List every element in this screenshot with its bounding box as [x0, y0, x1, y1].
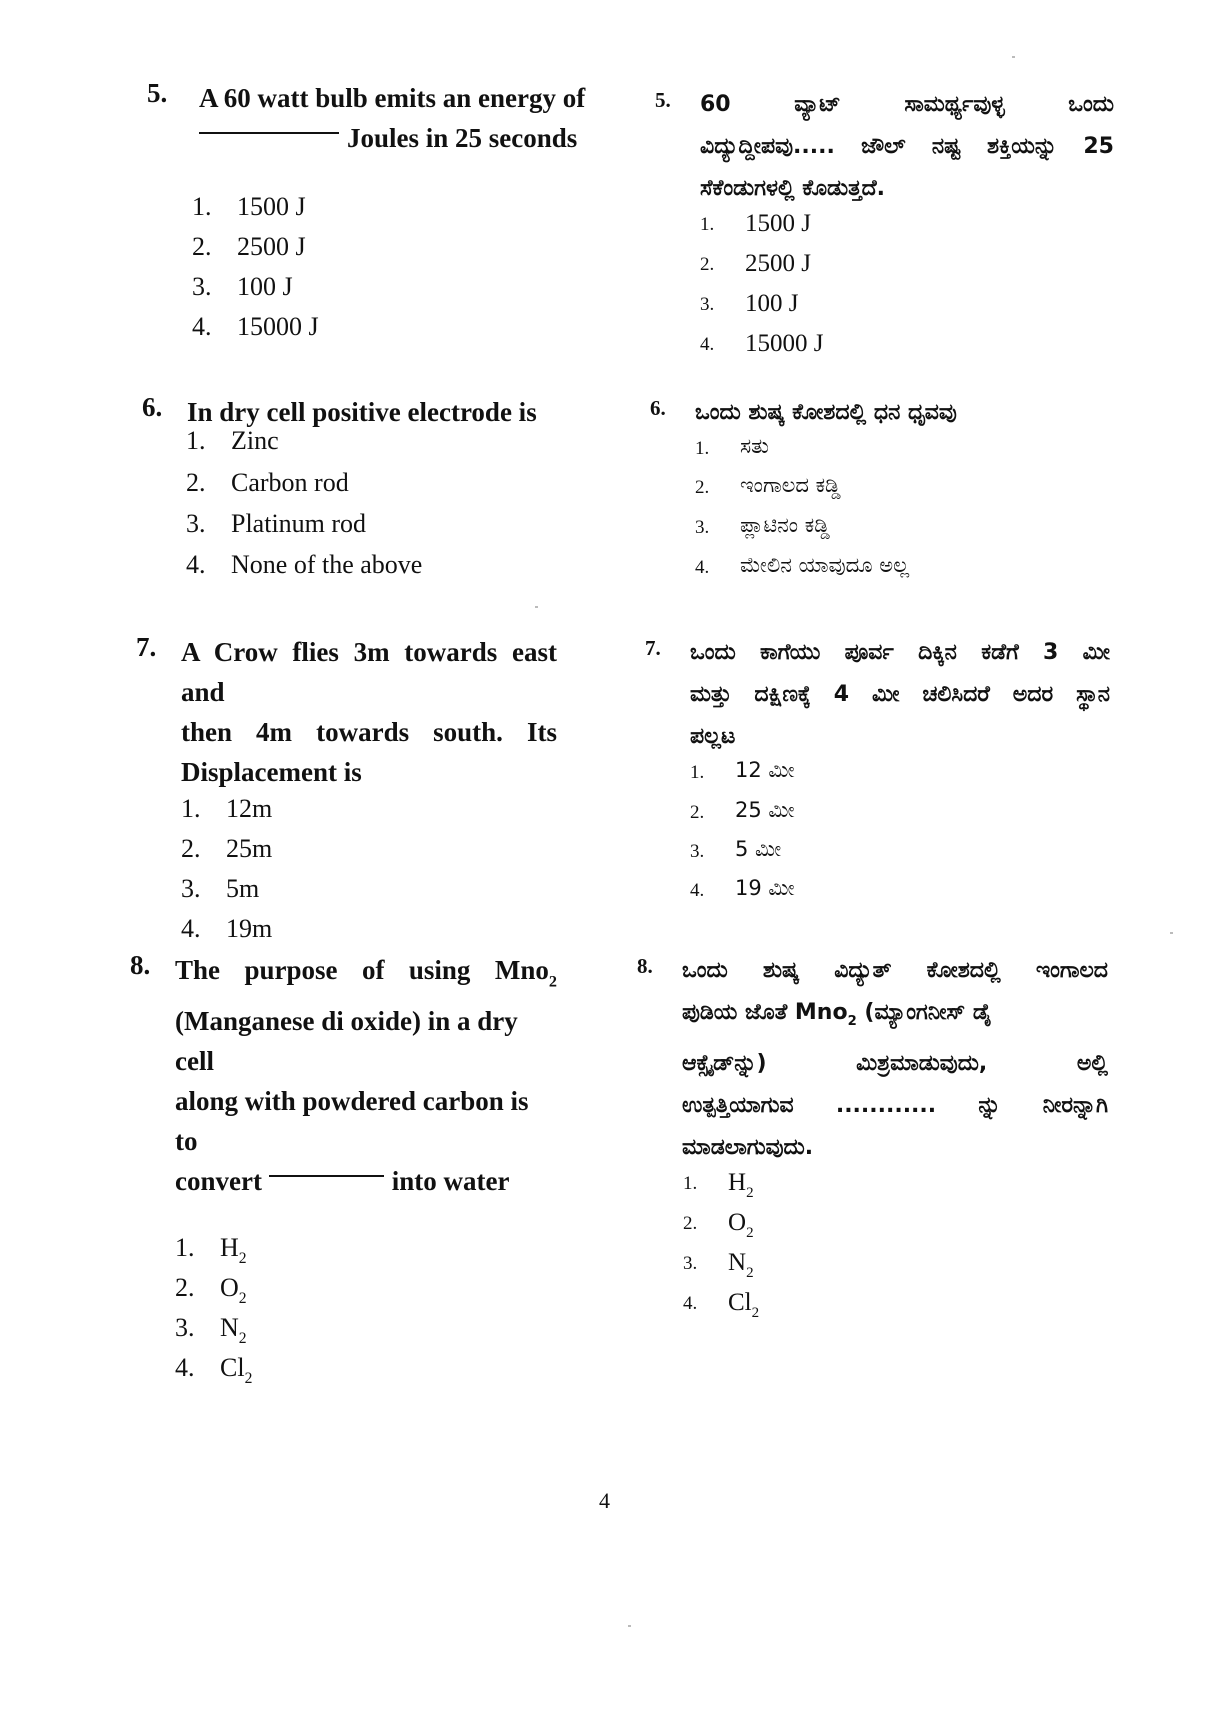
- option-3: 3. $N_2$: [683, 1248, 754, 1281]
- option-2: 2. $O_2$: [683, 1208, 754, 1241]
- option-3: 3. ಪ್ಲಾಟಿನಂ ಕಡ್ಡಿ: [695, 513, 830, 538]
- option-4: 4. 19m: [181, 914, 273, 943]
- question-number: 5.: [147, 78, 168, 108]
- question-text-line: ವಿದ್ಯುದ್ದೀಪವು..... ಜೌಲ್ ನಷ್ಟ ಶಕ್ತಿಯನ್ನು 25: [700, 134, 1114, 159]
- answer-blank: [269, 1175, 384, 1177]
- question-number: 7.: [136, 632, 157, 662]
- option-2: 2. 2500 J: [192, 232, 306, 261]
- question-text-line: ಮತ್ತು ದಕ್ಷಿಣಕ್ಕೆ 4 ಮೀ ಚಲಿಸಿದರೆ ಅದರ ಸ್ಥಾನ: [690, 682, 1110, 707]
- option-1: 1. ಸತು: [695, 434, 769, 459]
- option-1: 1. Zinc: [186, 426, 279, 455]
- option-2: 2. ಇಂಗಾಲದ ಕಡ್ಡಿ: [695, 473, 841, 498]
- option-1: 1. 1500 J: [192, 192, 306, 221]
- question-text: In dry cell positive electrode is: [187, 397, 537, 427]
- option-2: 2. 25m: [181, 834, 273, 863]
- option-3: 3. 100 J: [700, 290, 799, 317]
- english-column: [120, 0, 640, 1500]
- question-8-en: [120, 950, 640, 1388]
- question-text-line: convert into water: [175, 1166, 510, 1197]
- question-6-kn: [645, 392, 1125, 578]
- option-1: 1. $H_2$: [175, 1233, 247, 1268]
- option-3: 3. $N_2$: [175, 1313, 247, 1348]
- question-text-line: then 4m towards south. Its: [181, 717, 557, 747]
- question-7-kn: [645, 632, 1125, 901]
- question-number: 8.: [130, 950, 151, 980]
- option-2: 2. Carbon rod: [186, 468, 349, 497]
- option-4: 4. ಮೇಲಿನ ಯಾವುದೂ ಅಲ್ಲ: [695, 553, 910, 578]
- option-4: 4. $Cl_2$: [175, 1353, 253, 1388]
- question-text-line: The purpose of using Mno$_2$: [175, 955, 557, 991]
- question-text-line: ಉತ್ಪತ್ತಿಯಾಗುವ ............ ನ್ನು ನೀರನ್ನಾಗಿ: [682, 1092, 1108, 1118]
- option-2: 2. 2500 J: [700, 250, 811, 277]
- option-4: 4. 19 ಮೀ: [690, 876, 795, 901]
- page-number: 4: [599, 1488, 610, 1513]
- question-6-en: [120, 392, 640, 579]
- answer-blank: [199, 132, 339, 134]
- question-text-line: (Manganese di oxide) in a dry cell: [175, 1006, 518, 1077]
- question-text-line: ಪಲ್ಲಟ: [690, 724, 736, 749]
- option-4: 4. 15000 J: [192, 312, 319, 341]
- kannada-column: [637, 0, 1125, 1500]
- option-2: 2. $O_2$: [175, 1273, 247, 1308]
- option-3: 3. 5 ಮೀ: [690, 837, 782, 862]
- question-number: 5.: [655, 88, 671, 112]
- scan-speck: [628, 1625, 631, 1627]
- question-text-line: Displacement is: [181, 757, 362, 787]
- question-text-line: A Crow flies 3m towards east and: [181, 637, 557, 707]
- option-1: 1. 1500 J: [700, 210, 811, 237]
- option-3: 3. 100 J: [192, 272, 293, 301]
- question-text-line: ಒಂದು ಶುಷ್ಕ ವಿದ್ಯುತ್ ಕೋಶದಲ್ಲಿ ಇಂಗಾಲದ: [682, 958, 1108, 983]
- question-number: 7.: [645, 636, 661, 660]
- question-number: 6.: [142, 392, 163, 422]
- scan-speck: [1012, 56, 1015, 58]
- option-1: 1. 12 ಮೀ: [690, 758, 795, 783]
- option-1: 1. 12m: [181, 794, 273, 823]
- question-text-line: ಒಂದು ಕಾಗೆಯು ಪೂರ್ವ ದಿಕ್ಕಿನ ಕಡೆಗೆ 3 ಮೀ: [690, 640, 1110, 665]
- question-text-line: 60 ವ್ಯಾಟ್ ಸಾಮರ್ಥ್ಯವುಳ್ಳ ಒಂದು: [700, 92, 1114, 117]
- question-text: ಒಂದು ಶುಷ್ಕ ಕೋಶದಲ್ಲಿ ಧನ ಧೃವವು: [695, 400, 957, 425]
- question-text-line: A 60 watt bulb emits an energy of: [199, 83, 586, 113]
- option-4: 4. None of the above: [186, 550, 423, 579]
- question-text-line: ಮಾಡಲಾಗುವುದು.: [682, 1134, 814, 1160]
- question-text-line: along with powdered carbon is to: [175, 1086, 529, 1157]
- question-7-en: [120, 632, 640, 943]
- question-number: 8.: [637, 954, 653, 978]
- scan-speck: [1170, 932, 1173, 934]
- question-text-line: Joules in 25 seconds: [347, 123, 578, 153]
- option-3: 3. 5m: [181, 874, 260, 903]
- question-text-line: ಪುಡಿಯ ಜೊತೆ Mno$_2$ (ಮ್ಯಾಂಗನೀಸ್ ಡೈ: [682, 1000, 992, 1029]
- option-4: 4. 15000 J: [700, 330, 824, 357]
- question-5-en: [120, 78, 640, 341]
- question-text-line: ಸೆಕೆಂಡುಗಳಲ್ಲಿ ಕೊಡುತ್ತದೆ.: [700, 176, 886, 201]
- scan-speck: [535, 606, 538, 608]
- option-2: 2. 25 ಮೀ: [690, 798, 795, 823]
- question-number: 6.: [650, 396, 666, 420]
- option-1: 1. $H_2$: [683, 1168, 754, 1201]
- question-8-kn: [637, 950, 1125, 1321]
- option-4: 4. $Cl_2$: [683, 1288, 760, 1321]
- question-text-line: ಆಕ್ಸೈಡ್‌ನ್ನು) ಮಿಶ್ರಮಾಡುವುದು, ಅಲ್ಲಿ: [682, 1050, 1108, 1076]
- option-3: 3. Platinum rod: [186, 509, 367, 538]
- question-5-kn: [645, 84, 1125, 357]
